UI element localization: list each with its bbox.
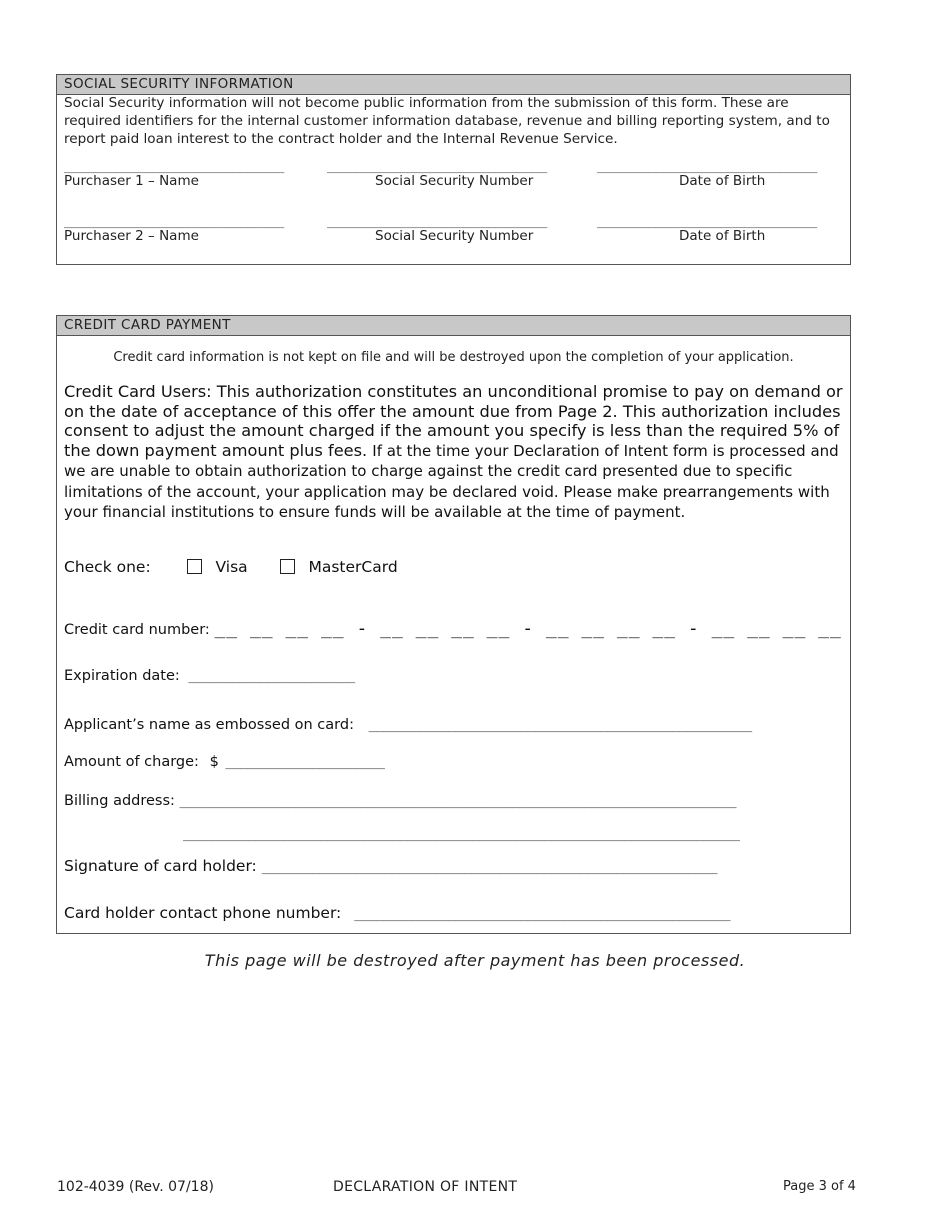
currency-symbol: $ bbox=[209, 754, 219, 770]
cc-authorization-text bbox=[64, 382, 844, 523]
phone-row bbox=[64, 904, 730, 922]
billing-field-line2[interactable]: _____________________________________________________________________________ bbox=[183, 827, 740, 842]
card-type-row bbox=[64, 558, 398, 576]
name-on-card-field[interactable]: _____________________________________________________ bbox=[368, 718, 752, 733]
form-title: DECLARATION OF INTENT bbox=[333, 1179, 518, 1195]
purchaser1-ssn-label: Social Security Number bbox=[375, 173, 534, 189]
ssn-section bbox=[56, 74, 851, 265]
phone-field[interactable]: ____________________________________________________ bbox=[354, 907, 731, 922]
purchaser2-dob-field[interactable]: ______________________________ bbox=[597, 214, 817, 229]
amount-row bbox=[64, 754, 384, 770]
mastercard-label: MasterCard bbox=[308, 558, 398, 576]
billing-row bbox=[64, 793, 736, 809]
expiration-field[interactable]: _______________________ bbox=[188, 669, 355, 684]
authorization-part1: Credit Card Users: This authorization constitutes an unconditional promise to pay on demand or on the date of acceptance of this offer the amount due from Page 2. This authorization includes consent to adjust the amount charged if the amount you specify is less than the required 5% of the down payment amount plus fees. bbox=[64, 382, 843, 460]
purchaser1-dob-field[interactable]: ______________________________ bbox=[597, 159, 817, 174]
form-number: 102-4039 (Rev. 07/18) bbox=[57, 1179, 214, 1195]
purchaser2-ssn-label: Social Security Number bbox=[375, 228, 534, 244]
billing-label: Billing address: bbox=[64, 793, 175, 809]
purchaser1-ssn-field[interactable]: ______________________________ bbox=[327, 159, 547, 174]
name-on-card-row bbox=[64, 717, 752, 733]
phone-label: Card holder contact phone number: bbox=[64, 904, 342, 922]
authorization-part2: If at the time your Declaration of Intent form is processed and we are unable to obtain authorization to charge against the credit card presented due to specific limitations of the account, your application may be declared void. Please make prearrangements with your financial institutions to ensure funds will be available at the time of payment. bbox=[64, 441, 839, 521]
purchaser1-name-field[interactable]: ______________________________ bbox=[64, 159, 284, 174]
billing-row-2 bbox=[183, 826, 739, 842]
mastercard-checkbox[interactable] bbox=[280, 559, 295, 574]
destroy-note: This page will be destroyed after payment has been processed. bbox=[204, 951, 746, 970]
billing-field-line1[interactable]: _____________________________________________________________________________ bbox=[179, 794, 736, 809]
purchaser2-dob-label: Date of Birth bbox=[679, 228, 766, 244]
cc-retention-note: Credit card information is not kept on file and will be destroyed upon the completion of your application. bbox=[113, 350, 794, 365]
purchaser2-ssn-field[interactable]: ______________________________ bbox=[327, 214, 547, 229]
signature-field[interactable]: _______________________________________________________________ bbox=[261, 860, 717, 875]
credit-card-section bbox=[56, 315, 851, 934]
purchaser2-name-field[interactable]: ______________________________ bbox=[64, 214, 284, 229]
expiration-label: Expiration date: bbox=[64, 668, 180, 684]
ssn-description: Social Security information will not become public information from the submission of this form. These are required identifiers for the internal customer information database, revenue and billing reporting system, and to report paid loan interest to the contract holder and the Internal Revenue Service. bbox=[64, 95, 830, 147]
page-number: Page 3 of 4 bbox=[783, 1179, 856, 1194]
amount-field[interactable]: ______________________ bbox=[225, 755, 385, 770]
card-number-row bbox=[64, 618, 842, 639]
signature-label: Signature of card holder: bbox=[64, 857, 257, 875]
card-number-label: Credit card number: bbox=[64, 622, 210, 638]
ssn-section-header: SOCIAL SECURITY INFORMATION bbox=[57, 75, 850, 95]
expiration-row bbox=[64, 668, 355, 684]
signature-row bbox=[64, 857, 717, 875]
purchaser1-dob-label: Date of Birth bbox=[679, 173, 766, 189]
card-number-field[interactable]: __ __ __ __ - __ __ __ __ - __ __ __ __ - __ __ __ __ bbox=[214, 618, 842, 639]
name-on-card-label: Applicant’s name as embossed on card: bbox=[64, 717, 354, 733]
check-one-label: Check one: bbox=[64, 558, 151, 576]
visa-checkbox[interactable] bbox=[187, 559, 202, 574]
visa-label: Visa bbox=[215, 558, 248, 576]
purchaser1-name-label: Purchaser 1 – Name bbox=[64, 173, 199, 189]
cc-section-header: CREDIT CARD PAYMENT bbox=[57, 316, 850, 336]
purchaser2-name-label: Purchaser 2 – Name bbox=[64, 228, 199, 244]
amount-label: Amount of charge: bbox=[64, 754, 199, 770]
